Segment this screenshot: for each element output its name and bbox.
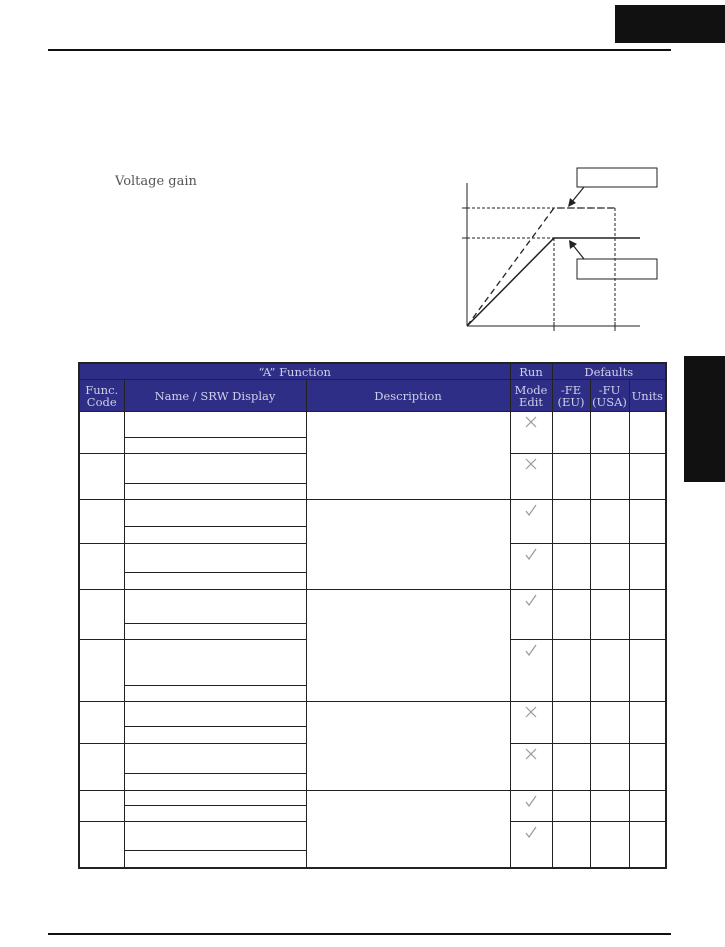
default-fu-cell	[590, 454, 629, 499]
units-cell	[629, 640, 666, 701]
description-cell	[306, 701, 510, 790]
cross-icon	[511, 416, 552, 428]
name-cell	[124, 499, 306, 526]
default-fu-cell	[590, 743, 629, 790]
run-mode-cell	[510, 454, 552, 499]
header-defaults: Defaults	[552, 363, 666, 380]
section-side-tab	[684, 356, 725, 482]
default-fu-cell	[590, 701, 629, 743]
name-cell	[124, 743, 306, 773]
header-default-fu: -FU (USA)	[590, 380, 629, 412]
default-fe-cell	[552, 640, 590, 701]
display-cell	[124, 526, 306, 543]
name-cell	[124, 822, 306, 851]
units-cell	[629, 743, 666, 790]
display-cell	[124, 624, 306, 640]
display-cell	[124, 773, 306, 790]
check-icon	[511, 644, 552, 656]
header-units: Units	[629, 380, 666, 412]
units-cell	[629, 543, 666, 589]
run-mode-cell	[510, 543, 552, 589]
check-icon	[511, 795, 552, 807]
display-cell	[124, 685, 306, 701]
check-icon	[511, 504, 552, 516]
func-code-cell	[79, 701, 124, 743]
default-fe-cell	[552, 454, 590, 499]
name-cell	[124, 543, 306, 572]
name-cell	[124, 701, 306, 726]
name-cell	[124, 454, 306, 483]
default-fe-cell	[552, 499, 590, 543]
func-code-cell	[79, 640, 124, 701]
func-code-cell	[79, 499, 124, 543]
units-cell	[629, 412, 666, 454]
cross-icon	[511, 458, 552, 470]
run-mode-cell	[510, 412, 552, 454]
default-fu-cell	[590, 499, 629, 543]
default-fe-cell	[552, 743, 590, 790]
run-mode-cell	[510, 701, 552, 743]
units-cell	[629, 590, 666, 640]
units-cell	[629, 701, 666, 743]
run-mode-cell	[510, 640, 552, 701]
normal-gain-curve	[467, 238, 640, 326]
run-mode-cell	[510, 791, 552, 822]
run-mode-cell	[510, 822, 552, 868]
func-code-cell	[79, 590, 124, 640]
description-cell	[306, 412, 510, 499]
description-cell	[306, 590, 510, 702]
display-cell	[124, 483, 306, 499]
display-cell	[124, 851, 306, 868]
run-mode-cell	[510, 499, 552, 543]
cross-icon	[511, 748, 552, 760]
header-description: Description	[306, 380, 510, 412]
func-code-cell	[79, 412, 124, 454]
display-cell	[124, 806, 306, 822]
arrow-upper-head	[568, 198, 576, 207]
voltage-gain-caption: Voltage gain	[115, 174, 197, 189]
func-code-cell	[79, 791, 124, 822]
check-icon	[511, 548, 552, 560]
default-fu-cell	[590, 791, 629, 822]
display-cell	[124, 438, 306, 454]
default-fu-cell	[590, 822, 629, 868]
cross-icon	[511, 706, 552, 718]
name-cell	[124, 412, 306, 438]
default-fu-cell	[590, 590, 629, 640]
voltage-gain-graph	[0, 0, 725, 340]
header-a-function: “A” Function	[79, 363, 510, 380]
default-fe-cell	[552, 412, 590, 454]
func-code-cell	[79, 743, 124, 790]
default-fu-cell	[590, 543, 629, 589]
default-fe-cell	[552, 543, 590, 589]
default-fe-cell	[552, 791, 590, 822]
units-cell	[629, 822, 666, 868]
units-cell	[629, 791, 666, 822]
default-fe-cell	[552, 590, 590, 640]
description-cell	[306, 791, 510, 868]
default-fu-cell	[590, 640, 629, 701]
run-mode-cell	[510, 743, 552, 790]
header-name-display: Name / SRW Display	[124, 380, 306, 412]
callout-box-lower	[577, 259, 657, 279]
footer-rule	[48, 933, 671, 935]
name-cell	[124, 791, 306, 806]
name-cell	[124, 640, 306, 685]
run-mode-cell	[510, 590, 552, 640]
units-cell	[629, 454, 666, 499]
name-cell	[124, 590, 306, 624]
func-code-cell	[79, 822, 124, 868]
header-func-code: Func. Code	[79, 380, 124, 412]
default-fu-cell	[590, 412, 629, 454]
check-icon	[511, 594, 552, 606]
units-cell	[629, 499, 666, 543]
default-fe-cell	[552, 822, 590, 868]
display-cell	[124, 726, 306, 743]
display-cell	[124, 573, 306, 590]
header-run: Run	[510, 363, 552, 380]
arrow-lower-head	[569, 240, 577, 249]
header-run-mode-edit: Mode Edit	[510, 380, 552, 412]
check-icon	[511, 826, 552, 838]
func-code-cell	[79, 543, 124, 589]
callout-box-upper	[577, 168, 657, 187]
description-cell	[306, 499, 510, 589]
default-fe-cell	[552, 701, 590, 743]
a-function-table	[78, 362, 667, 869]
func-code-cell	[79, 454, 124, 499]
header-default-fe: -FE (EU)	[552, 380, 590, 412]
